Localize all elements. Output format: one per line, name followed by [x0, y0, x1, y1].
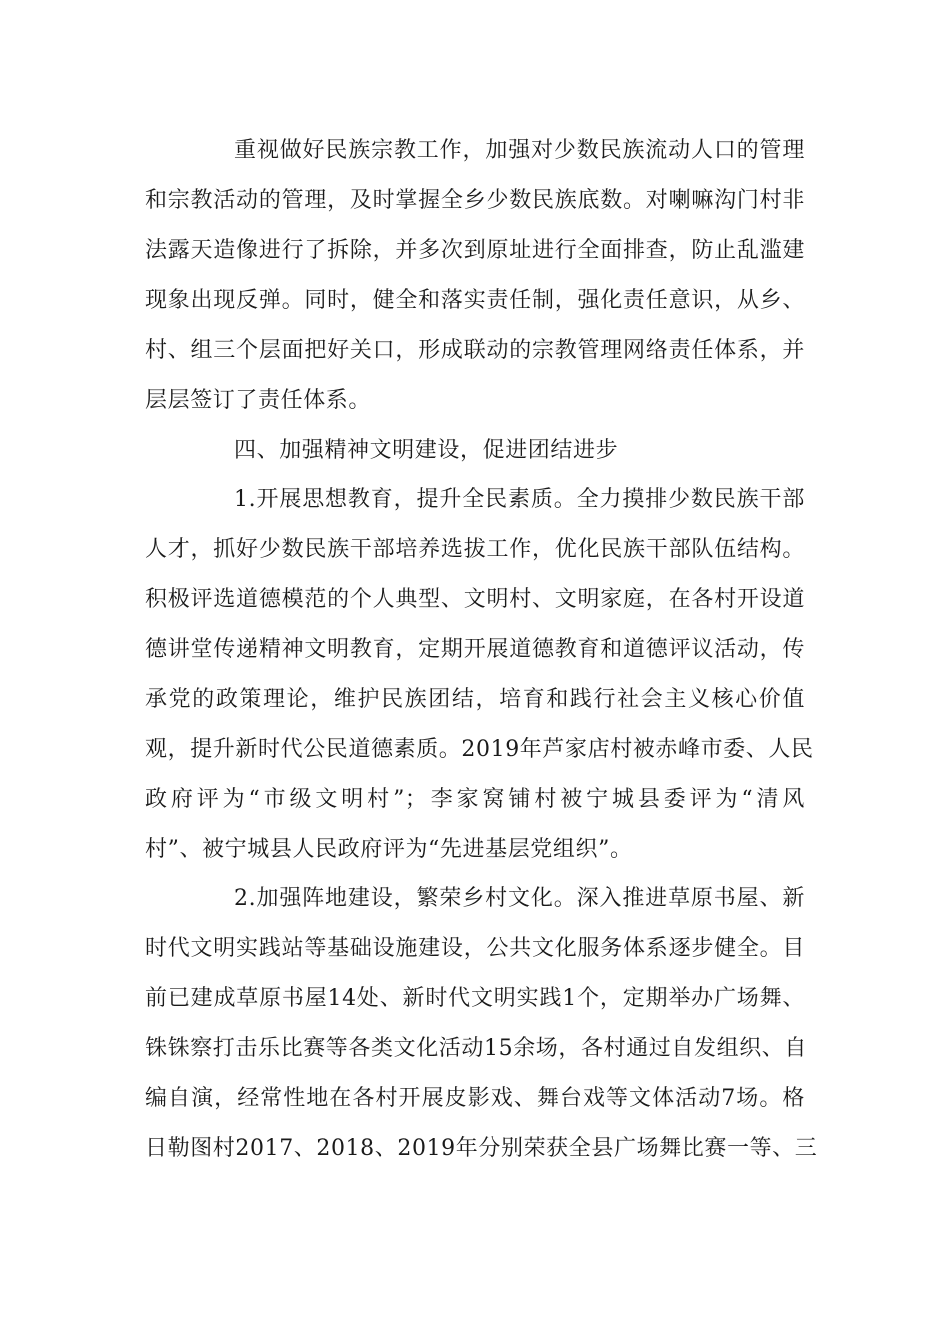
- paragraph-1-line-3: 法露天造像进行了拆除，并多次到原址进行全面排查，防止乱滥建: [145, 238, 805, 263]
- paragraph-3-line-3: 前已建成草原书屋14处、新时代文明实践1个，定期举办广场舞、: [145, 986, 805, 1011]
- paragraph-3-line-4: 铢铢察打击乐比赛等各类文化活动15余场，各村通过自发组织、自: [145, 1036, 807, 1061]
- paragraph-1-line-1: 重视做好民族宗教工作，加强对少数民族流动人口的管理: [234, 138, 805, 163]
- paragraph-3-line-6: 日勒图村2017、2018、2019年分别荣获全县广场舞比赛一等、三: [145, 1136, 818, 1161]
- paragraph-2-line-8: 村”、被宁城县人民政府评为“先进基层党组织”。: [145, 837, 633, 862]
- paragraph-2-line-1: 1.开展思想教育，提升全民素质。全力摸排少数民族干部: [234, 487, 805, 512]
- paragraph-1-line-2: 和宗教活动的管理，及时掌握全乡少数民族底数。对喇嘛沟门村非: [145, 188, 805, 213]
- paragraph-3-line-5: 编自演，经常性地在各村开展皮影戏、舞台戏等文体活动7场。格: [145, 1086, 805, 1111]
- paragraph-2-line-6: 观，提升新时代公民道德素质。2019年芦家店村被赤峰市委、人民: [145, 737, 814, 762]
- section-heading: 四、加强精神文明建设，促进团结进步: [234, 438, 619, 463]
- paragraph-2-line-7: 政府评为“市级文明村”；李家窝铺村被宁城县委评为“清风: [145, 787, 805, 812]
- paragraph-3-line-2: 时代文明实践站等基础设施建设，公共文化服务体系逐步健全。目: [145, 936, 805, 961]
- paragraph-1-line-5: 村、组三个层面把好关口，形成联动的宗教管理网络责任体系，并: [145, 338, 805, 363]
- paragraph-2-line-5: 承党的政策理论，维护民族团结，培育和践行社会主义核心价值: [145, 687, 805, 712]
- paragraph-2-line-2: 人才，抓好少数民族干部培养选拔工作，优化民族干部队伍结构。: [145, 537, 805, 562]
- paragraph-2-line-3: 积极评选道德模范的个人典型、文明村、文明家庭，在各村开设道: [145, 587, 805, 612]
- paragraph-1-line-4: 现象出现反弹。同时，健全和落实责任制，强化责任意识，从乡、: [145, 288, 805, 313]
- paragraph-1-line-6: 层层签订了责任体系。: [145, 388, 372, 413]
- paragraph-3-line-1: 2.加强阵地建设，繁荣乡村文化。深入推进草原书屋、新: [234, 886, 805, 911]
- paragraph-2-line-4: 德讲堂传递精神文明教育，定期开展道德教育和道德评议活动，传: [145, 637, 805, 662]
